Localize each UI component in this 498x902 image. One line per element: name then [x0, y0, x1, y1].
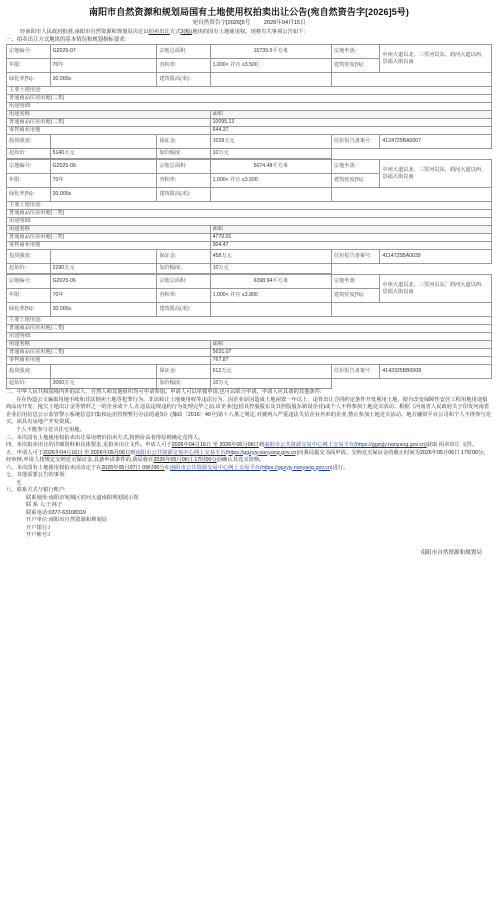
label-years: 年限:: [7, 59, 51, 73]
parcel-invest: [50, 365, 157, 379]
parcel-years: 70年: [50, 59, 157, 73]
label-use: 主要土地用途:: [7, 202, 492, 210]
label-green: 绿化率(%):: [7, 303, 51, 317]
trading-platform-link[interactable]: 南阳市公共资源交易中心网上交易平台(https://ggzyjy.nanyang.gov.cn): [135, 449, 299, 456]
intro-paragraph: 经南阳市人民政府批准,南阳市自然资源和规划局决定以拍卖出让方式3(幅)地块的国有土地使用权。现将有关事项公告如下:: [20, 28, 305, 35]
label-start: 起始价:: [7, 264, 51, 274]
parcel-start-price: 2290万元: [50, 264, 157, 274]
parcel-deposit: 612万元: [210, 365, 331, 379]
blank-cell: [331, 264, 491, 274]
label-density: 建筑密度(%):: [331, 59, 380, 73]
label-density: 建筑密度(%):: [331, 289, 380, 303]
parcel-area: 6398.94平方米: [210, 275, 331, 289]
parcel-deposit: 1028万元: [210, 135, 331, 149]
parcel-invest: [50, 135, 157, 149]
section-4: 四、本次拍卖出让的详细资料和具体要求,见拍卖出让文件。申请人可于2026年04月16日 至 2026年05月06日到南阳市公共资源交易中心网上交易平台(https://ggzyjy.nanyang.gov.cn)获取 拍卖出让 文件。: [6, 442, 478, 449]
section-7: 七、其他需要公告的事项:: [6, 472, 66, 479]
parcel-increment: 10万元: [210, 264, 331, 274]
parcel-plot-ratio: 1.000< 并且 ≤3.500: [210, 174, 331, 188]
label-detail: 用途明细:: [7, 218, 492, 226]
account-number: 开户账号:/: [26, 532, 51, 539]
detail-commercial: 零售商业用地: [7, 127, 211, 135]
label-use: 主要土地用途:: [7, 87, 492, 95]
label-invest: 投资强度:: [7, 135, 51, 149]
label-deposit: 保证金:: [157, 135, 210, 149]
contact-phone: 联系电话:0377-63108319: [26, 509, 86, 516]
detail-commercial: 零售商业用地: [7, 357, 211, 365]
label-deposit: 保证金:: [157, 365, 210, 379]
label-years: 年限:: [7, 174, 51, 188]
parcel-est-no: 4124725BA0007: [380, 135, 492, 149]
parcel-tables: [6, 44, 492, 389]
use-name: 普通商品住房用地(二类): [7, 210, 492, 218]
parcel-no: G2025-06: [50, 275, 157, 289]
subtitle: [6, 20, 492, 28]
parcel-location: 中州大道以北、三里河以东、润河大道以西、景福大街以南: [380, 160, 492, 188]
issuer-signature: 南阳市自然资源和规划局: [420, 549, 482, 556]
label-start: 起始价:: [7, 149, 51, 159]
parcel-area: 5074.48平方米: [210, 160, 331, 174]
doc-number: 宛自然资告字[2026]5号: [192, 20, 251, 27]
label-est-no: 估价报告备案号:: [331, 135, 380, 149]
trading-platform-link[interactable]: 南阳市公共资源交易中心网上交易平台(https://ggzyjy.nanyang.gov.cn): [264, 442, 427, 449]
label-invest: 投资强度:: [7, 250, 51, 264]
section-8: 八、联系方式与银行账户:: [6, 487, 66, 494]
detail-residential-area: 5631.07: [210, 349, 491, 357]
parcel-est-no: 4143325BB0008: [380, 365, 492, 379]
label-years: 年限:: [7, 289, 51, 303]
label-height: 建筑限高(米):: [157, 188, 210, 202]
parcel-no: G2025-08: [50, 160, 157, 174]
label-location: 宗地坐落:: [331, 275, 380, 289]
label-est-no: 估价报告备案号:: [331, 365, 380, 379]
parcel-green: 30.000≤: [50, 73, 157, 87]
parcel-height: [210, 73, 331, 87]
notice-page: [6, 0, 492, 557]
parcel-est-no: 4114725BA0039: [380, 250, 492, 264]
contact-info: [26, 495, 492, 540]
label-increment: 加价幅度:: [157, 379, 210, 389]
label-green: 绿化率(%):: [7, 73, 51, 87]
parcel-increment: 10万元: [210, 149, 331, 159]
label-est-no: 估价报告备案号:: [331, 250, 380, 264]
label-green: 绿化率(%):: [7, 188, 51, 202]
parcel-start-price: 5140万元: [50, 149, 157, 159]
col-area: 面积: [210, 341, 491, 349]
blank-cell: [331, 303, 491, 317]
page-title: 南阳市自然资源和规划局国有土地使用权拍卖出让公告(宛自然资告字[2026]5号): [88, 7, 410, 17]
label-plot-ratio: 容积率:: [157, 174, 210, 188]
parcel-green: 30.000≤: [50, 188, 157, 202]
detail-residential-area: 4770.01: [210, 234, 491, 242]
label-use: 主要土地用途:: [7, 317, 492, 325]
label-location: 宗地坐落:: [331, 160, 380, 174]
contact-person: 联 系 人:王林子: [26, 502, 63, 509]
trading-platform-link[interactable]: 南阳市公共资源交易中心网上交易平台(https://ggzyjy.nanyang.gov.cn): [169, 464, 333, 471]
use-name: 普通商品住房用地(二类): [7, 325, 492, 333]
label-parcel-no: 宗地编号:: [7, 45, 51, 59]
detail-commercial-area: 767.87: [210, 357, 491, 365]
label-plot-ratio: 容积率:: [157, 289, 210, 303]
parcel-no: G2025-07: [50, 45, 157, 59]
label-density: 建筑密度(%):: [331, 174, 380, 188]
blank-cell: [331, 379, 491, 389]
section-5: 五、申请人可于2026年04月16日 至 2026年05月06日到南阳市公共资源交易中心网上交易平台(https://ggzyjy.nanyang.gov.cn)向我局提交书面申请。交纳竞买保证金的截止时间为2026年05月06日 17时00分。经审核,申请人按规定交纳竞买保证金,具备申请条件的,我局将在2026年05月06日 17时00分前确认其竞买资格。: [6, 449, 489, 464]
parcel-table: [6, 274, 492, 389]
label-plot-ratio: 容积率:: [157, 59, 210, 73]
parcel-start-price: 3060万元: [50, 379, 157, 389]
parcel-height: [210, 303, 331, 317]
label-parcel-no: 宗地编号:: [7, 275, 51, 289]
account-unit: 开户单位:南阳市自然资源和规划局: [26, 517, 107, 524]
parcel-increment: 10万元: [210, 379, 331, 389]
label-deposit: 保证金:: [157, 250, 210, 264]
col-use: 用途名称: [7, 226, 211, 234]
blank-cell: [331, 149, 491, 159]
section-3: 三、本次国有土地使用权拍卖出让采用增价拍卖方式,按照价高者得原则确定竞得人。: [6, 434, 204, 441]
publish-date: 2026年04月15日: [263, 20, 306, 27]
parcel-table: [6, 44, 492, 159]
label-start: 起始价:: [7, 379, 51, 389]
contact-address: 联系地址:南阳市宛城区滨河大道南阳规划展示馆: [26, 494, 139, 501]
parcel-years: 70年: [50, 174, 157, 188]
detail-commercial-area: 644.37: [210, 127, 491, 135]
parcel-years: 70年: [50, 289, 157, 303]
col-use: 用途名称: [7, 341, 211, 349]
parcel-green: 30.000≤: [50, 303, 157, 317]
parcel-area: 10739.5平方米: [210, 45, 331, 59]
label-parcel-no: 宗地编号:: [7, 160, 51, 174]
blank-cell: [331, 73, 491, 87]
parcel-height: [210, 188, 331, 202]
label-location: 宗地坐落:: [331, 45, 380, 59]
parcel-table: [6, 159, 492, 274]
label-invest: 投资强度:: [7, 365, 51, 379]
label-detail: 用途明细:: [7, 333, 492, 341]
blank-cell: [331, 188, 491, 202]
detail-residential: 普通商品住房用地(二类): [7, 119, 211, 127]
parcel-deposit: 458万元: [210, 250, 331, 264]
section-6: 六、本次国有土地使用权拍卖活动定于在2026年05月07日 09时00分在南阳市公共资源交易中心网上交易平台(https://ggzyjy.nanyang.gov.cn)进行。: [6, 464, 349, 471]
label-detail: 用途明细:: [7, 103, 492, 111]
use-name: 普通商品住房用地(二类): [7, 95, 492, 103]
label-height: 建筑限高(米):: [157, 303, 210, 317]
bank-name: 开户银行:/: [26, 524, 51, 531]
section-2-tail: 个人不能参与竞买住宅用地。: [16, 426, 85, 433]
col-area: 面积: [210, 111, 491, 119]
detail-residential: 普通商品住房用地(二类): [7, 349, 211, 357]
label-increment: 加价幅度:: [157, 264, 210, 274]
label-area: 宗地总面积:: [157, 275, 210, 289]
parcel-plot-ratio: 1.000< 并且 ≤3.500: [210, 59, 331, 73]
label-increment: 加价幅度:: [157, 149, 210, 159]
parcel-plot-ratio: 1.000< 并且 ≤3.800: [210, 289, 331, 303]
parcel-invest: [50, 250, 157, 264]
parcel-location: 中州大道以北、三里河以东、润河大道以西、景福大街以南: [380, 45, 492, 73]
col-area: 面积: [210, 226, 491, 234]
label-area: 宗地总面积:: [157, 160, 210, 174]
section-2: 二、中华人民共和国境内外的法人、自然人和其他组织均可申请参加。申请人可以单独申请,也可以联合申请。申请人应具备的其他条件:: [6, 389, 322, 396]
detail-commercial-area: 304.47: [210, 242, 491, 250]
parcel-location: 中州大道以北、三里河以东、润河大道以西、景福大街以南: [380, 275, 492, 303]
section-2-body: 存在伪造公文骗取用地手续和非法倒卖土地等犯罪行为、非法转让土地使用权等违法行为、因企业原因造成土地闲置一年以上、违背出让合同约定条件开发利用土地、擅自改变保障性安居工程用地用途搞商品房开发、拖欠土地出让金等情形之一的企业或个人,在违法违规违约行为处理完毕之前,该企业(包括其控股股东及其控股股东新设企业)或个人不得参加土地竞买活动。根据《河南省人民政府关于印发河南省企业信用信息公示监管警示系统信息归集和运用管理暂行办法的通知》(豫政〔2016〕40号)第十八条之规定,对被列入严重违法失信企业名单的企业,禁止参加土地竞买活动。地方融资平台公司和个人不得参与竞买。须具有房地产开发资质。: [6, 396, 491, 426]
detail-commercial: 零售商业用地: [7, 242, 211, 250]
section-7-body: 无: [16, 479, 22, 486]
label-area: 宗地总面积:: [157, 45, 210, 59]
detail-residential-area: 10095.13: [210, 119, 491, 127]
detail-residential: 普通商品住房用地(二类): [7, 234, 211, 242]
section-1-heading: 一、拍卖出让方式地块的基本情况和规划指标要求:: [6, 36, 127, 43]
label-height: 建筑限高(米):: [157, 73, 210, 87]
col-use: 用途名称: [7, 111, 211, 119]
